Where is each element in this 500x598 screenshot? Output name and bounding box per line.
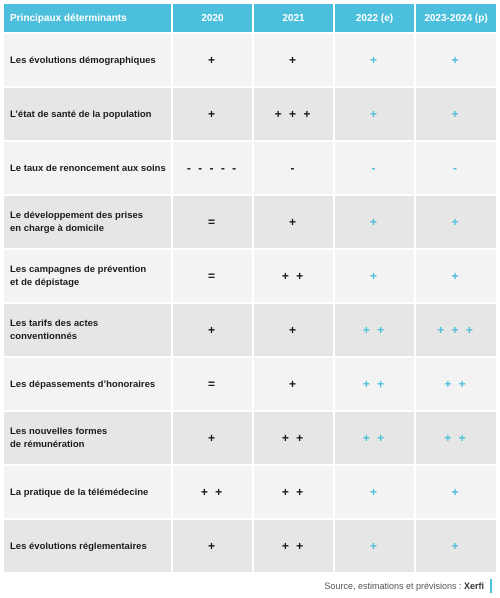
cell-2020: = — [172, 249, 253, 303]
cell-2023-2024: + + + — [415, 303, 496, 357]
cell-2020: + — [172, 303, 253, 357]
row-label: Les tarifs des actes conventionnés — [4, 303, 172, 357]
cell-2021: + — [253, 195, 334, 249]
cell-2020: + — [172, 411, 253, 465]
row-label: Les évolutions réglementaires — [4, 519, 172, 572]
cell-2021: - — [253, 141, 334, 195]
table-row — [4, 411, 496, 465]
cell-2021: + — [253, 357, 334, 411]
cell-2022: + — [334, 195, 415, 249]
header-2021: 2021 — [253, 4, 334, 33]
table-row — [4, 141, 496, 195]
row-label: Le développement des prises en charge à domicile — [4, 195, 172, 249]
cell-2020: + — [172, 519, 253, 572]
cell-2023-2024: + — [415, 465, 496, 519]
cell-2023-2024: + — [415, 249, 496, 303]
header-row — [4, 4, 496, 33]
cell-2020: + — [172, 33, 253, 87]
table-row — [4, 357, 496, 411]
cell-2023-2024: + + — [415, 357, 496, 411]
header-2023-2024: 2023-2024 (p) — [415, 4, 496, 33]
table-row — [4, 519, 496, 572]
cell-2023-2024: + — [415, 519, 496, 572]
cell-2022: - — [334, 141, 415, 195]
table-row — [4, 195, 496, 249]
cell-2022: + — [334, 249, 415, 303]
table-row — [4, 303, 496, 357]
row-label: Les campagnes de prévention et de dépistage — [4, 249, 172, 303]
table-row — [4, 465, 496, 519]
cell-2020: = — [172, 195, 253, 249]
table-row — [4, 87, 496, 141]
row-label: L’état de santé de la population — [4, 87, 172, 141]
cell-2020: + + — [172, 465, 253, 519]
source-brand: Xerfi — [463, 581, 484, 591]
row-label: Les nouvelles formes de rémunération — [4, 411, 172, 465]
cell-2023-2024: + + — [415, 411, 496, 465]
cell-2021: + + — [253, 249, 334, 303]
cell-2022: + — [334, 465, 415, 519]
cell-2021: + — [253, 33, 334, 87]
table-row — [4, 249, 496, 303]
row-label: La pratique de la télémédecine — [4, 465, 172, 519]
cell-2020: + — [172, 87, 253, 141]
cell-2020: - - - - - — [172, 141, 253, 195]
cell-2022: + — [334, 519, 415, 572]
cell-2023-2024: - — [415, 141, 496, 195]
cell-2023-2024: + — [415, 33, 496, 87]
header-2022: 2022 (e) — [334, 4, 415, 33]
cell-2021: + + — [253, 411, 334, 465]
cell-2023-2024: + — [415, 87, 496, 141]
cell-2023-2024: + — [415, 195, 496, 249]
table-row — [4, 33, 496, 87]
cell-2022: + — [334, 33, 415, 87]
cell-2020: = — [172, 357, 253, 411]
cell-2021: + — [253, 303, 334, 357]
cell-2021: + + + — [253, 87, 334, 141]
cell-2022: + + — [334, 357, 415, 411]
determinants-table — [4, 4, 496, 572]
row-label: Les dépassements d’honoraires — [4, 357, 172, 411]
row-label: Le taux de renoncement aux soins — [4, 141, 172, 195]
cell-2022: + + — [334, 411, 415, 465]
header-2020: 2020 — [172, 4, 253, 33]
source-note — [324, 579, 492, 593]
cell-2021: + + — [253, 519, 334, 572]
source-prefix: Source, estimations et prévisions : — [324, 581, 464, 591]
row-label: Les évolutions démographiques — [4, 33, 172, 87]
header-determinants: Principaux déterminants — [4, 4, 172, 33]
cell-2021: + + — [253, 465, 334, 519]
cell-2022: + + — [334, 303, 415, 357]
cell-2022: + — [334, 87, 415, 141]
